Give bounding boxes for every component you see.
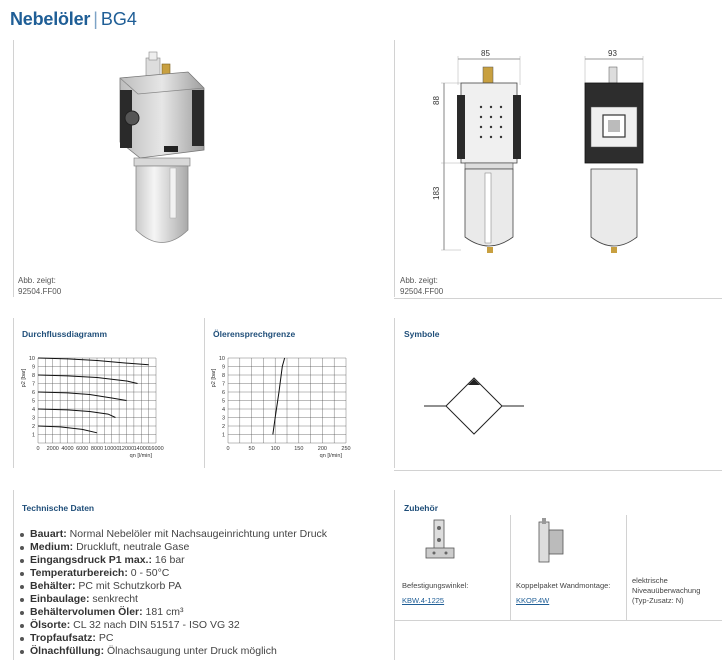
y-tick-label: 8 bbox=[31, 373, 35, 379]
divider bbox=[626, 515, 627, 620]
series-line bbox=[273, 358, 285, 435]
accessories-title: Zubehör bbox=[404, 503, 438, 513]
divider bbox=[204, 318, 205, 468]
tech-data-item bbox=[20, 541, 327, 554]
tech-data-label: Einbaulage: bbox=[30, 593, 90, 605]
tech-data-label: Ölnachfüllung: bbox=[30, 645, 105, 657]
y-tick-label: 3 bbox=[221, 415, 225, 422]
y-tick-label: 6 bbox=[221, 390, 225, 396]
tech-data-value: CL 32 nach DIN 51517 - ISO VG 32 bbox=[70, 619, 240, 631]
x-tick-label: 50 bbox=[248, 446, 255, 452]
y-tick-label: 9 bbox=[221, 364, 225, 371]
accessory-item bbox=[402, 581, 507, 606]
tech-data-item bbox=[20, 554, 327, 567]
divider bbox=[13, 40, 14, 297]
accessory-link[interactable]: KBW.4-1225 bbox=[402, 596, 445, 605]
accessory-label: elektrische Niveauüberwachung (Typ-Zusatz: N) bbox=[632, 576, 701, 605]
technical-drawing bbox=[425, 45, 715, 260]
caption-line: Abb. zeigt: bbox=[400, 276, 438, 285]
y-tick-label: 4 bbox=[31, 407, 35, 413]
tech-data-item bbox=[20, 567, 327, 580]
x-tick-label: 0 bbox=[226, 446, 230, 452]
caption-article-number: 92504.FF00 bbox=[400, 287, 444, 296]
flow-chart bbox=[20, 350, 170, 462]
series-line bbox=[38, 358, 149, 365]
y-tick-label: 7 bbox=[31, 381, 35, 388]
y-tick-label: 6 bbox=[31, 390, 35, 396]
y-tick-label: 5 bbox=[31, 398, 35, 405]
x-tick-label: 100 bbox=[270, 446, 280, 452]
accessory-label: Koppelpaket Wandmontage: bbox=[516, 581, 611, 590]
y-tick-label: 1 bbox=[31, 432, 35, 439]
divider bbox=[394, 318, 395, 468]
product-name: Nebelöler bbox=[10, 9, 91, 29]
photo-caption bbox=[18, 275, 61, 297]
tech-data-item bbox=[20, 645, 327, 658]
x-tick-label: 10000 bbox=[104, 446, 120, 452]
tech-data-item bbox=[20, 593, 327, 606]
tech-data-value: Normal Nebelöler mit Nachsaugeinrichtung unter Druck bbox=[66, 528, 328, 540]
tech-data-label: Behältervolumen Öler: bbox=[30, 606, 143, 618]
drawing-caption bbox=[400, 275, 443, 297]
divider bbox=[394, 470, 722, 471]
tech-data-label: Medium: bbox=[30, 541, 74, 553]
y-tick-label: 10 bbox=[28, 356, 35, 362]
page-title bbox=[10, 8, 137, 30]
product-photo bbox=[110, 50, 220, 260]
x-tick-label: 8000 bbox=[90, 446, 104, 452]
dim-width-front: 85 bbox=[481, 49, 490, 58]
tech-data-item bbox=[20, 606, 327, 619]
y-tick-label: 8 bbox=[221, 373, 225, 379]
divider bbox=[13, 490, 14, 660]
x-tick-label: 150 bbox=[294, 446, 304, 452]
divider bbox=[394, 490, 395, 660]
tech-data-value: 16 bar bbox=[151, 554, 185, 566]
mounting-bracket-image bbox=[420, 518, 460, 568]
divider bbox=[13, 318, 14, 468]
y-tick-label: 7 bbox=[221, 381, 225, 388]
x-tick-label: 4000 bbox=[61, 446, 74, 452]
y-tick-label: 2 bbox=[31, 424, 35, 430]
x-tick-label: 16000 bbox=[148, 446, 164, 452]
tech-data-label: Temperaturbereich: bbox=[30, 567, 128, 579]
accessory-label: Befestigungswinkel: bbox=[402, 581, 469, 590]
tech-data-title: Technische Daten bbox=[22, 503, 95, 513]
dim-height-bottom: 183 bbox=[432, 186, 441, 200]
dim-height-top: 88 bbox=[432, 96, 441, 105]
tech-data-value: Druckluft, neutrale Gase bbox=[73, 541, 190, 553]
caption-line: Abb. zeigt: bbox=[18, 276, 56, 285]
y-tick-label: 5 bbox=[221, 398, 225, 405]
flow-diagram-title: Durchflussdiagramm bbox=[22, 329, 108, 339]
tech-data-label: Eingangsdruck P1 max.: bbox=[30, 554, 152, 566]
x-axis-label: qn [l/min] bbox=[319, 453, 342, 459]
tech-data-label: Behälter: bbox=[30, 580, 76, 592]
y-tick-label: 2 bbox=[221, 424, 225, 430]
y-tick-label: 9 bbox=[31, 364, 35, 371]
tech-data-list bbox=[20, 528, 327, 658]
y-axis-label: p2 [bar] bbox=[211, 368, 217, 388]
tech-data-item bbox=[20, 528, 327, 541]
accessory-item bbox=[516, 581, 626, 606]
y-axis-label: p2 [bar] bbox=[21, 368, 27, 388]
divider bbox=[394, 620, 722, 621]
divider bbox=[394, 298, 722, 299]
y-tick-label: 10 bbox=[218, 356, 225, 362]
coupling-kit-image bbox=[533, 518, 573, 568]
x-tick-label: 12000 bbox=[118, 446, 135, 452]
x-tick-label: 0 bbox=[36, 446, 40, 452]
y-tick-label: 1 bbox=[221, 432, 225, 439]
x-tick-label: 200 bbox=[317, 446, 327, 452]
tech-data-value: 181 cm³ bbox=[142, 606, 184, 618]
title-separator: | bbox=[93, 9, 98, 29]
caption-article-number: 92504.FF00 bbox=[18, 287, 62, 296]
oil-limit-chart bbox=[210, 350, 360, 462]
tech-data-value: 0 - 50°C bbox=[127, 567, 170, 579]
x-axis-label: qn [l/min] bbox=[129, 453, 152, 459]
divider bbox=[394, 40, 395, 297]
divider bbox=[510, 515, 511, 620]
x-tick-label: 250 bbox=[341, 446, 351, 452]
dim-width-side: 93 bbox=[608, 49, 617, 58]
symbol-title: Symbole bbox=[404, 329, 440, 339]
tech-data-label: Ölsorte: bbox=[30, 619, 71, 631]
lubricator-symbol bbox=[422, 375, 527, 437]
tech-data-item bbox=[20, 580, 327, 593]
tech-data-item bbox=[20, 619, 327, 632]
accessory-link[interactable]: KKOP.4W bbox=[516, 596, 550, 605]
y-tick-label: 3 bbox=[31, 415, 35, 422]
x-tick-label: 2000 bbox=[46, 446, 59, 452]
tech-data-value: Ölnachsaugung unter Druck möglich bbox=[104, 645, 277, 657]
x-tick-label: 6000 bbox=[76, 446, 89, 452]
series-line bbox=[38, 409, 115, 418]
tech-data-label: Bauart: bbox=[30, 528, 67, 540]
y-tick-label: 4 bbox=[221, 407, 225, 413]
accessory-item bbox=[632, 576, 717, 606]
x-tick-label: 14000 bbox=[133, 446, 149, 452]
tech-data-value: PC bbox=[95, 632, 114, 644]
oil-limit-title: Ölerensprechgrenze bbox=[213, 329, 296, 339]
product-size: BG4 bbox=[100, 9, 137, 29]
tech-data-label: Tropfaufsatz: bbox=[30, 632, 96, 644]
tech-data-item bbox=[20, 632, 327, 645]
tech-data-value: senkrecht bbox=[89, 593, 138, 605]
tech-data-value: PC mit Schutzkorb PA bbox=[75, 580, 182, 592]
